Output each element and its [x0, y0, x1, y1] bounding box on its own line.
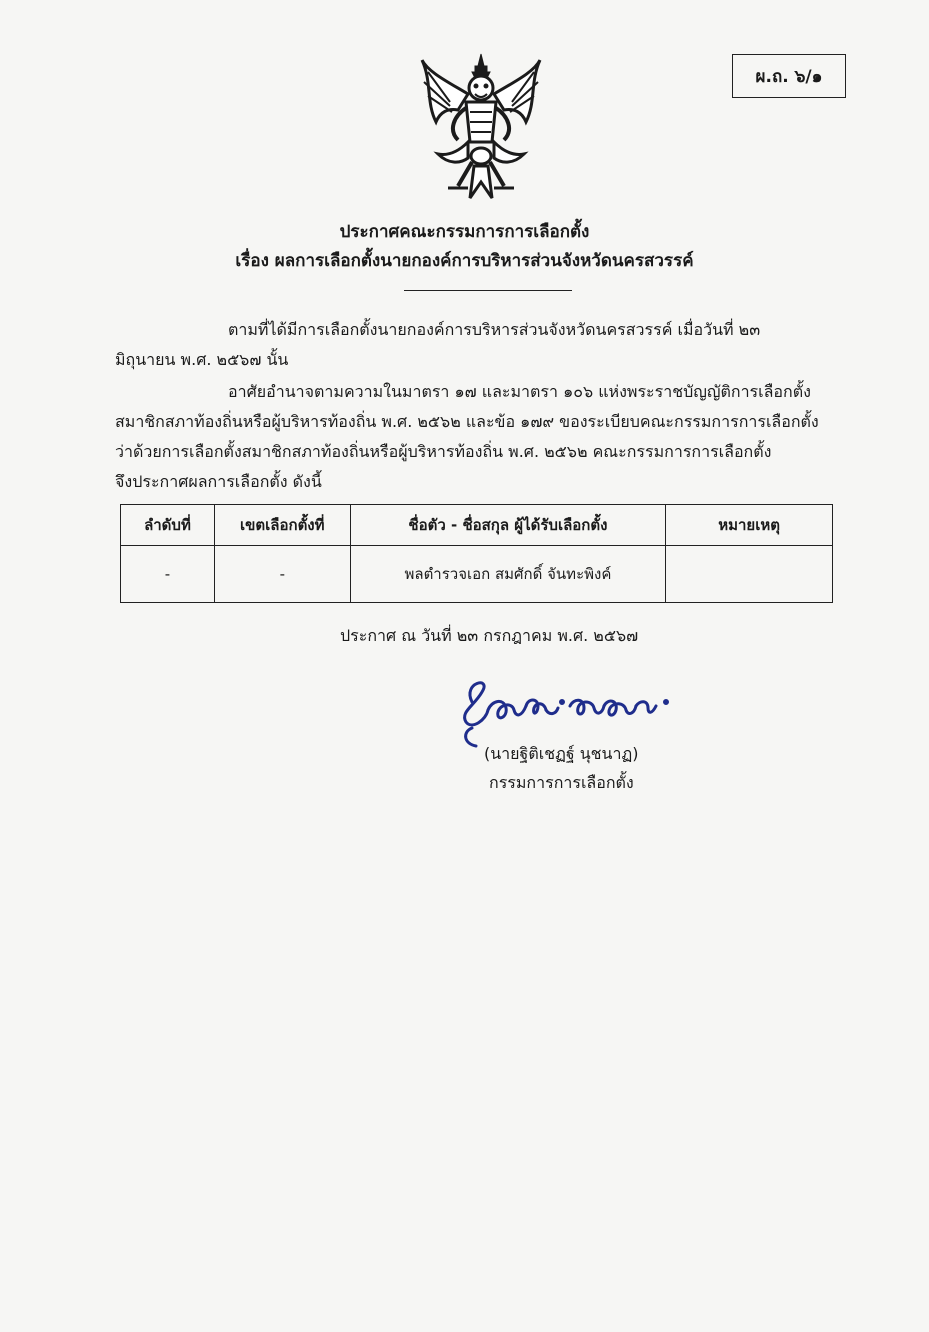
cell-order: -: [121, 546, 215, 603]
election-results-table: [120, 504, 833, 603]
column-header-district: เขตเลือกตั้งที่: [214, 505, 350, 546]
paragraph-line: มิถุนายน พ.ศ. ๒๕๖๗ นั้น: [115, 350, 289, 369]
signer-name: (นายฐิติเชฏฐ์ นุชนาฏ): [484, 744, 639, 763]
paragraph-line: ตามที่ได้มีการเลือกตั้งนายกองค์การบริหารส่วนจังหวัดนครสวรรค์ เมื่อวันที่ ๒๓: [228, 320, 761, 339]
form-code-text: ผ.ถ. ๖/๑: [755, 66, 823, 87]
column-header-order: ลำดับที่: [121, 505, 215, 546]
cell-district: -: [214, 546, 350, 603]
column-header-elected-name: ชื่อตัว - ชื่อสกุล ผู้ได้รับเลือกตั้ง: [350, 505, 665, 546]
announcement-heading: ประกาศคณะกรรมการการเลือกตั้ง: [339, 222, 590, 242]
announcement-date: ประกาศ ณ วันที่ ๒๓ กรกฎาคม พ.ศ. ๒๕๖๗: [340, 626, 639, 645]
cell-elected-name: พลตำรวจเอก สมศักดิ์ จันทะพิงค์: [350, 546, 665, 603]
cell-remarks: [666, 546, 833, 603]
column-header-remarks: หมายเหตุ: [666, 505, 833, 546]
paragraph-line: อาศัยอำนาจตามความในมาตรา ๑๗ และมาตรา ๑๐๖ แห่งพระราชบัญญัติการเลือกตั้ง: [228, 382, 811, 401]
signer-title: กรรมการการเลือกตั้ง: [489, 773, 634, 792]
paragraph-legal-authority: [115, 377, 843, 497]
paragraph-election-reference: [115, 315, 843, 375]
paragraph-line: จึงประกาศผลการเลือกตั้ง ดังนี้: [115, 472, 322, 491]
paragraph-line: ว่าด้วยการเลือกตั้งสมาชิกสภาท้องถิ่นหรือผู้บริหารท้องถิ่น พ.ศ. ๒๕๖๒ คณะกรรมการการเลือกตั้ง: [115, 442, 772, 461]
garuda-emblem-icon: [418, 52, 544, 200]
table-header-row: [121, 505, 833, 546]
paragraph-line: สมาชิกสภาท้องถิ่นหรือผู้บริหารท้องถิ่น พ.ศ. ๒๕๖๒ และข้อ ๑๗๙ ของระเบียบคณะกรรมการการเลือกตั้ง: [115, 412, 819, 431]
form-code-box: [732, 54, 846, 98]
heading-divider: [404, 290, 572, 291]
table-row: [121, 546, 833, 603]
announcement-subject: เรื่อง ผลการเลือกตั้งนายกองค์การบริหารส่วนจังหวัดนครสวรรค์: [235, 251, 694, 271]
